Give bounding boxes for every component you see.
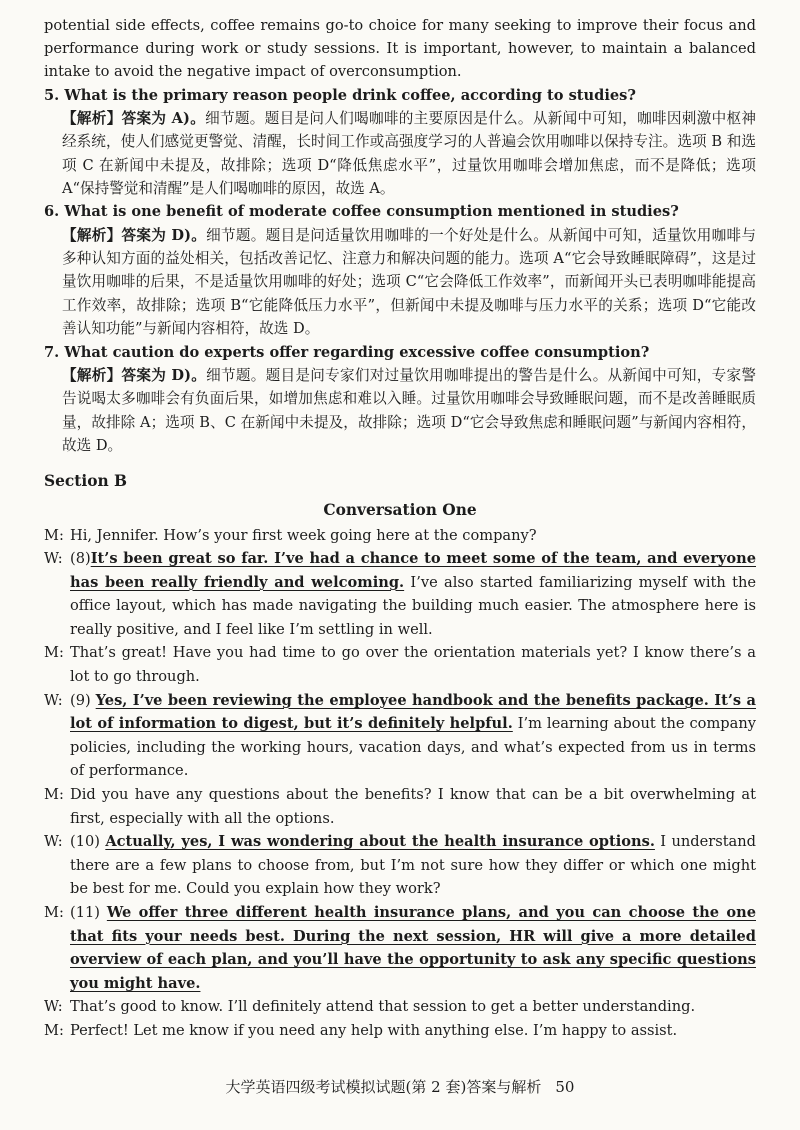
turn-text xyxy=(70,641,756,688)
turn-rest: That’s great! Have you had time to go over the orientation materials yet? I know there’s a lot to go through. xyxy=(70,644,756,686)
turn-rest: I’ve also started familiarizing myself with the office layout, which has made navigating the building much easier. The atmosphere here is really positive, and I feel like I’m settling in well. xyxy=(70,573,756,638)
dialogue-turn xyxy=(44,783,756,830)
speaker-label: M: xyxy=(44,904,64,921)
analysis-5 xyxy=(62,107,756,201)
page-number: 50 xyxy=(555,1078,575,1096)
question-number: (11) xyxy=(70,904,107,921)
footer-title: 大学英语四级考试模拟试题(第 2 套)答案与解析 xyxy=(225,1078,542,1096)
intro-paragraph: potential side effects, coffee remains go-to choice for many seeking to improve their focus and performance during work or study sessions. It is important, however, to maintain a balanced intake to avoid the negative impact of overconsumption. xyxy=(44,17,756,81)
analysis-text: 细节题。题目是问专家们对过量饮用咖啡提出的警告是什么。从新闻中可知，专家警告说喝太多咖啡会有负面后果，如增加焦虑和难以入睡。过量饮用咖啡会导致睡眠问题，而不是改善睡眠质量，故排除 A；选项 B、C 在新闻中未提及，故排除；选项 D“它会导致焦虑和睡眠问题”与新闻内容相符，故选 D。 xyxy=(62,366,756,455)
analysis-text: 细节题。题目是问适量饮用咖啡的一个好处是什么。从新闻中可知，适量饮用咖啡与多种认知方面的益处相关，包括改善记忆、注意力和解决问题的能力。选项 A“它会导致睡眠障碍”，这是过量饮用咖啡的后果，不是适量饮用咖啡的好处；选项 C“它会降低工作效率”，而新闻开头已表明咖啡能提高工作效率，故排除；选项 B“它能降低压力水平”，但新闻中未提及咖啡与压力水平的关系；选项 D“它能改善认知功能”与新闻内容相符，故选 D。 xyxy=(62,226,756,338)
page-content xyxy=(44,14,756,1043)
speaker-label: M: xyxy=(44,644,64,662)
question-block-5 xyxy=(44,84,756,201)
question-number: (9) xyxy=(70,691,96,709)
conversation-title: Conversation One xyxy=(323,500,477,519)
underlined-answer: We offer three different health insurance plans, and you can choose the one that fits your needs best. During the next session, HR will give a more detailed overview of each plan, and you’ll have the opportunity to ask any specific questions you might have. xyxy=(70,904,756,992)
question-5: 5. What is the primary reason people drink coffee, according to studies? xyxy=(44,86,636,104)
speaker-label: W: xyxy=(44,998,63,1016)
turn-rest: Perfect! Let me know if you need any help with anything else. I’m happy to assist. xyxy=(70,1021,678,1039)
speaker-label: M: xyxy=(44,1021,64,1039)
turn-rest: I’m learning about the company policies, including the working hours, vacation days, and what’s expected from us in terms of performance. xyxy=(70,715,756,780)
dialogue-turn xyxy=(44,830,756,901)
dialogue-turn xyxy=(44,1019,756,1043)
speaker-label: W: xyxy=(44,550,63,568)
turn-text xyxy=(70,524,756,548)
dialogue-turn xyxy=(44,995,756,1019)
turn-text xyxy=(70,547,756,641)
dialogue-turn xyxy=(44,547,756,641)
turn-rest: That’s good to know. I’ll definitely attend that session to get a better understanding. xyxy=(70,998,696,1016)
speaker-label: W: xyxy=(44,691,63,709)
underlined-answer: It’s been great so far. I’ve had a chance to meet some of the team, and everyone has been really friendly and welcoming. xyxy=(70,550,756,591)
question-number: (10) xyxy=(70,833,106,851)
turn-rest: Hi, Jennifer. How’s your first week going here at the company? xyxy=(70,526,537,544)
analysis-7 xyxy=(62,364,756,458)
turn-text xyxy=(70,783,756,830)
speaker-label: M: xyxy=(44,786,64,804)
question-block-7 xyxy=(44,341,756,458)
dialogue-turn xyxy=(44,641,756,688)
turn-text xyxy=(70,830,756,901)
analysis-tag: 【解析】答案为 A)。 xyxy=(62,109,206,127)
page-footer xyxy=(0,1076,800,1097)
turn-rest: I understand there are a few plans to choose from, but I’m not sure how they differ or which one might be best for me. Could you explain how they work? xyxy=(70,833,756,898)
conversation xyxy=(44,524,756,1043)
analysis-tag: 【解析】答案为 D)。 xyxy=(62,226,207,244)
dialogue-turn xyxy=(44,901,756,995)
question-number: (8) xyxy=(70,550,91,568)
turn-text xyxy=(70,995,756,1019)
turn-rest: Did you have any questions about the benefits? I know that can be a bit overwhelming at first, especially with all the options. xyxy=(70,786,756,827)
dialogue-turn xyxy=(44,689,756,783)
analysis-text: 细节题。题目是问人们喝咖啡的主要原因是什么。从新闻中可知，咖啡因刺激中枢神经系统，使人们感觉更警觉、清醒，长时间工作或高强度学习的人普遍会饮用咖啡以保持专注。选项 B 和选项 C 在新闻中未提及，故排除；选项 D“降低焦虑水平”，过量饮用咖啡会增加焦虑，而不是降低；选项 A“保持警觉和清醒”是人们喝咖啡的原因，故选 A。 xyxy=(62,109,756,198)
question-block-6 xyxy=(44,200,756,340)
turn-text xyxy=(70,689,756,783)
analysis-tag: 【解析】答案为 D)。 xyxy=(62,366,207,384)
turn-text xyxy=(70,1019,756,1043)
question-6: 6. What is one benefit of moderate coffee consumption mentioned in studies? xyxy=(44,203,679,221)
speaker-label: M: xyxy=(44,526,64,544)
speaker-label: W: xyxy=(44,833,63,851)
question-7: 7. What caution do experts offer regarding excessive coffee consumption? xyxy=(44,343,650,361)
dialogue-turn xyxy=(44,524,756,548)
underlined-answer: Actually, yes, I was wondering about the health insurance options. xyxy=(105,833,655,851)
turn-text xyxy=(70,901,756,995)
analysis-6 xyxy=(62,224,756,341)
underlined-answer: Yes, I’ve been reviewing the employee handbook and the benefits package. It’s a lot of information to digest, but it’s definitely helpful. xyxy=(70,691,757,733)
section-heading: Section B xyxy=(44,471,128,490)
